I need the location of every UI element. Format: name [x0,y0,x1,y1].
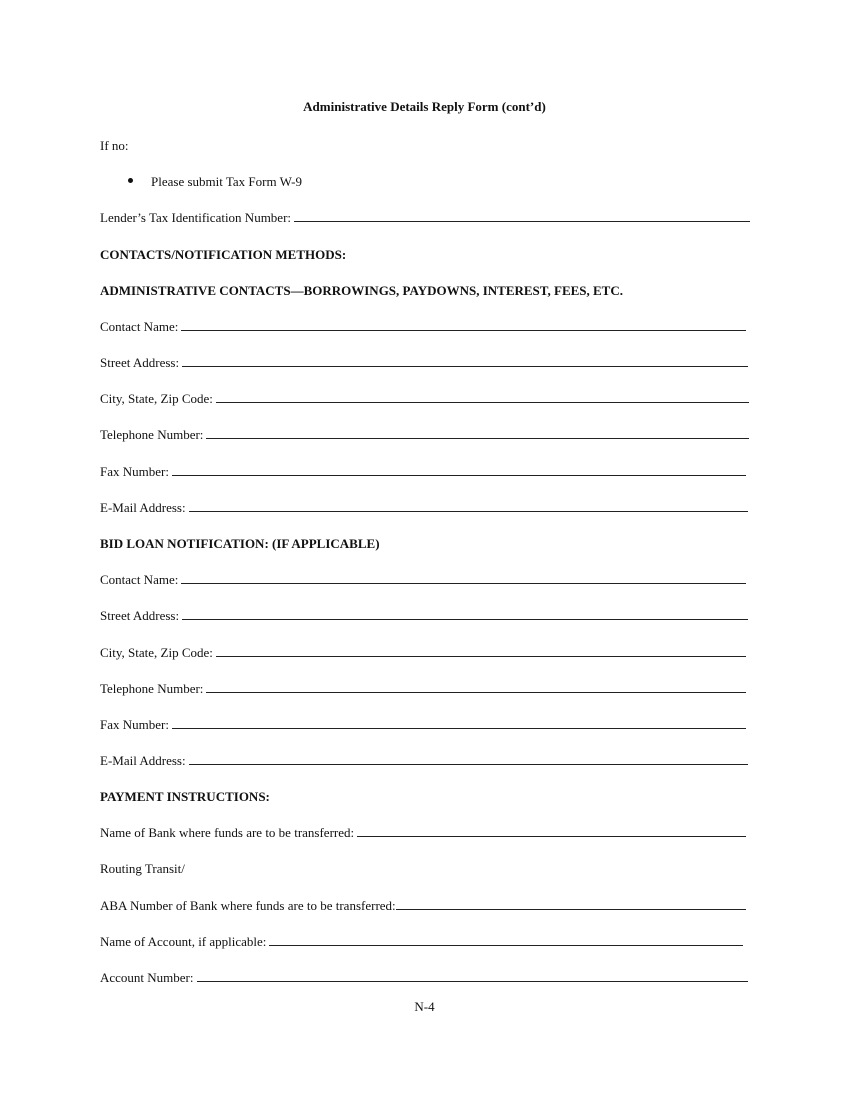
bid-email-blank[interactable] [189,754,748,765]
admin-telephone-field[interactable] [100,427,749,443]
admin-city-state-zip-label: City, State, Zip Code: [100,391,213,406]
page-number: N-4 [414,999,435,1014]
bid-fax-label: Fax Number: [100,717,169,732]
bullet-icon [128,178,133,183]
bid-contact-name-field[interactable] [100,572,746,588]
bid-contact-name-label: Contact Name: [100,572,179,587]
bid-street-address-field[interactable] [100,608,748,624]
account-number-field[interactable] [100,970,748,986]
aba-number-blank[interactable] [396,899,746,910]
admin-fax-field[interactable] [100,464,746,480]
bid-contact-name-blank[interactable] [181,573,746,584]
bid-telephone-blank[interactable] [206,682,746,693]
admin-contact-name-field[interactable] [100,319,746,335]
admin-street-address-label: Street Address: [100,355,180,370]
aba-number-label: ABA Number of Bank where funds are to be transferred: [100,898,396,913]
if-no-label: If no: [100,138,129,153]
admin-contact-name-blank[interactable] [181,320,746,331]
admin-contacts-heading: ADMINISTRATIVE CONTACTS—BORROWINGS, PAYDOWNS, INTEREST, FEES, ETC. [100,283,623,298]
bid-fax-blank[interactable] [172,718,746,729]
admin-fax-blank[interactable] [172,465,746,476]
bid-street-address-label: Street Address: [100,608,180,623]
admin-city-state-zip-blank[interactable] [216,392,749,403]
account-number-label: Account Number: [100,970,194,985]
bank-name-label: Name of Bank where funds are to be transferred: [100,825,355,840]
bid-telephone-label: Telephone Number: [100,681,204,696]
admin-email-field[interactable] [100,500,748,516]
bid-street-address-blank[interactable] [182,609,748,620]
bullet-item [128,174,302,190]
bid-city-state-zip-field[interactable] [100,645,746,661]
account-name-blank[interactable] [269,935,743,946]
bullet-text: Please submit Tax Form W-9 [151,174,302,189]
admin-telephone-blank[interactable] [206,428,749,439]
aba-number-field[interactable] [100,898,746,914]
account-number-blank[interactable] [197,971,748,982]
contacts-heading: CONTACTS/NOTIFICATION METHODS: [100,247,347,262]
bank-name-field[interactable] [100,825,746,841]
bank-name-blank[interactable] [357,826,746,837]
bid-telephone-field[interactable] [100,681,746,697]
tax-id-label: Lender’s Tax Identification Number: [100,210,292,225]
admin-telephone-label: Telephone Number: [100,427,204,442]
admin-email-blank[interactable] [189,501,748,512]
tax-id-blank[interactable] [294,211,750,222]
tax-id-field[interactable] [100,210,750,226]
bid-email-label: E-Mail Address: [100,753,186,768]
routing-transit-label: Routing Transit/ [100,861,185,876]
page-title: Administrative Details Reply Form (cont’d) [303,99,546,114]
admin-fax-label: Fax Number: [100,464,169,479]
bid-loan-heading: BID LOAN NOTIFICATION: (IF APPLICABLE) [100,536,380,551]
bid-email-field[interactable] [100,753,748,769]
account-name-label: Name of Account, if applicable: [100,934,267,949]
admin-email-label: E-Mail Address: [100,500,186,515]
bid-fax-field[interactable] [100,717,746,733]
bid-city-state-zip-blank[interactable] [216,646,746,657]
admin-city-state-zip-field[interactable] [100,391,749,407]
account-name-field[interactable] [100,934,743,950]
admin-street-address-blank[interactable] [182,356,748,367]
bid-city-state-zip-label: City, State, Zip Code: [100,645,213,660]
admin-street-address-field[interactable] [100,355,748,371]
admin-contact-name-label: Contact Name: [100,319,179,334]
payment-instructions-heading: PAYMENT INSTRUCTIONS: [100,789,270,804]
